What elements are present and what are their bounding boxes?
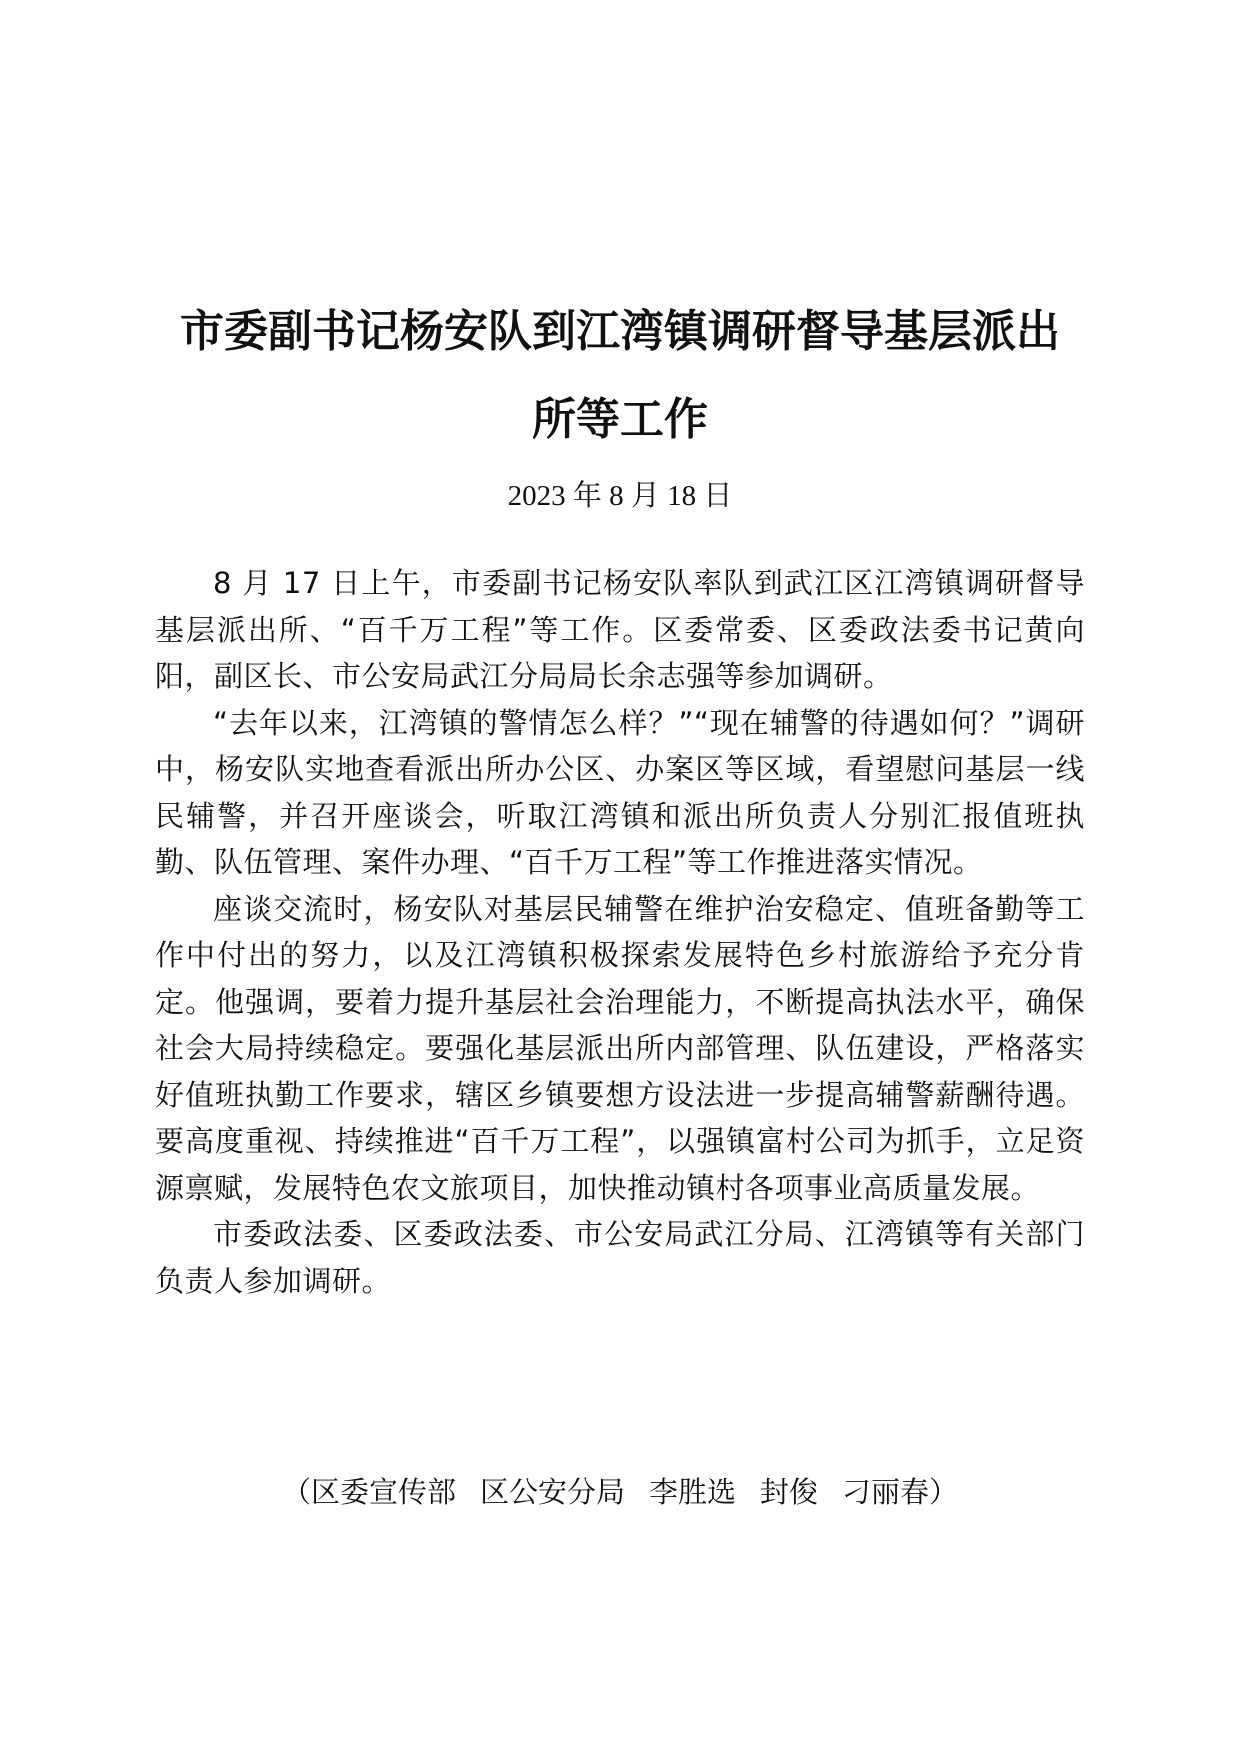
byline-department: 区委宣传部 <box>310 1475 456 1509</box>
paragraph-4: 市委政法委、区委政法委、市公安局武江分局、江湾镇等有关部门负责人参加调研。 <box>155 1217 1085 1298</box>
byline-author-3: 刁丽春 <box>842 1475 930 1509</box>
byline-author-2: 封俊 <box>760 1475 819 1509</box>
article-date: 2023 年 8 月 18 日 <box>507 480 733 512</box>
paragraph-3: 座谈交流时，杨安队对基层民辅警在维护治安稳定、值班备勤等工作中付出的努力，以及江湾镇积极探索发展特色乡村旅游给予充分肯定。他强调，要着力提升基层社会治理能力，不断提高执法水平，确保社会大局持续稳定。要强化基层派出所内部管理、队伍建设，严格落实好值班执勤工作要求，辖区乡镇要想方设法进一步提高辅警薪酬待遇。要高度重视、持续推进“百千万工程”，以强镇富村公司为抓手，立足资源禀赋，发展特色农文旅项目，加快推动镇村各项事业高质量发展。 <box>155 891 1085 1205</box>
article-title-line-1: 市委副书记杨安队到江湾镇调研督导基层派出 <box>180 306 1060 357</box>
paragraph-2: “去年以来，江湾镇的警情怎么样？”“现在辅警的待遇如何？”调研中，杨安队实地查看派出所办公区、办案区等区域，看望慰问基层一线民辅警，并召开座谈会，听取江湾镇和派出所负责人分别汇报值班执勤、队伍管理、案件办理、“百千万工程”等工作推进落实情况。 <box>155 705 1085 879</box>
byline-close-paren: ） <box>929 1475 959 1509</box>
byline-police-bureau: 区公安分局 <box>479 1475 625 1509</box>
article-title-line-2: 所等工作 <box>532 394 708 445</box>
article-byline <box>150 1472 1090 1512</box>
article-body <box>155 560 1085 1304</box>
paragraph-1: 8 月 17 日上午，市委副书记杨安队率队到武江区江湾镇调研督导基层派出所、“百千万工程”等工作。区委常委、区委政法委书记黄向阳，副区长、市公安局武江分局局长余志强等参加调研。 <box>155 566 1085 693</box>
byline-author-1: 李胜选 <box>648 1475 736 1509</box>
byline-open-paren: （ <box>281 1475 311 1509</box>
